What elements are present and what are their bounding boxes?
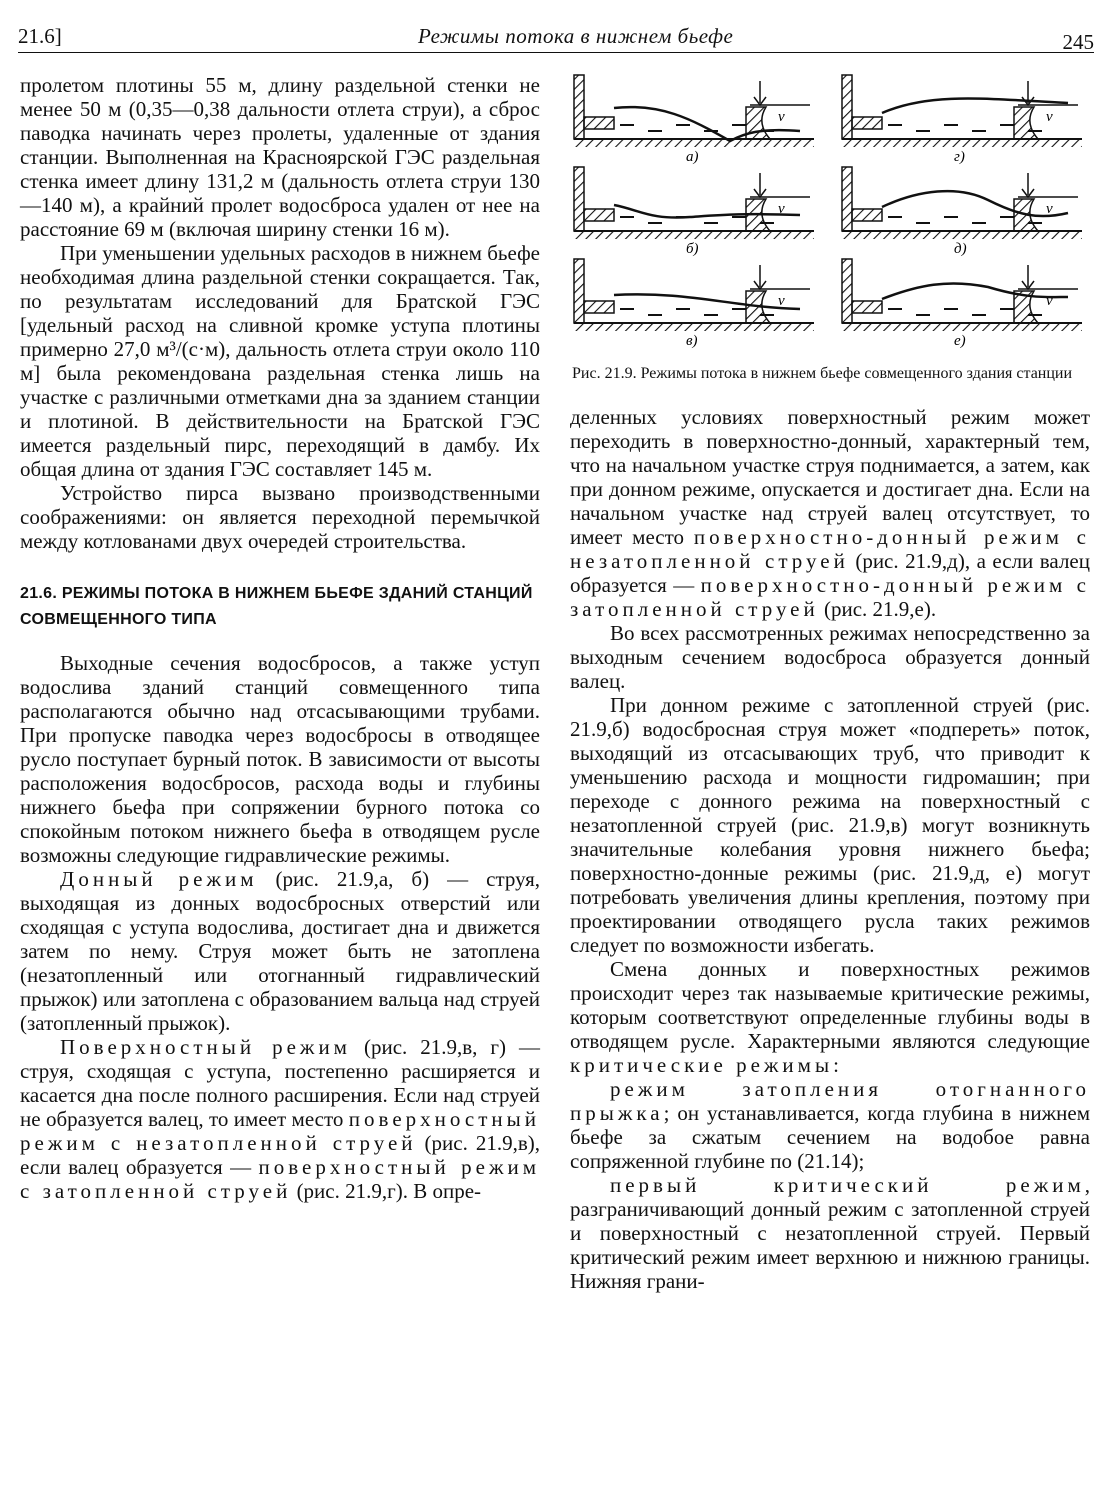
bottom-hatching [574,231,814,239]
outlet-block [852,301,882,313]
velocity-label: v [778,293,785,309]
outlet-block [584,209,614,221]
flow-surface [614,107,800,141]
paragraph: При уменьшении удельных расходов в нижнем бьефе необходимая длина раздельной стенки сокращается. Так, по результатам исследований для Братской ГЭС [удельный расход на сливной кромке уступа плотины примерно 27,0 м³/(с·м), дальность отлета струи около 110 м] была рекомендована раздельная стенка лишь на участке с различными отметками дна за зданием станции и плотиной. В действительности на Братской ГЭС имеется раздельный пирс, переходящий в дамбу. Их общая длина от здания ГЭС составляет 145 м. [20,241,540,481]
outlet-block [584,117,614,129]
regime-panel [842,167,1082,257]
regime-panel [842,75,1082,165]
flow-surface [882,191,1068,216]
term: поверхностный режим с затопленной струей [20,1155,540,1203]
term: поверхностно-донный режим с затопленной струей [570,573,1090,621]
term: поверхностный режим с незатопленной струей [20,1107,540,1155]
bottom-hatching [574,323,814,331]
paragraph [570,957,1090,1077]
paragraph: При донном режиме с затопленной струей (рис. 21.9,б) водосбросная струя может «подпереть» поток, выходящий из отсасывающих труб, что приводит к уменьшению расхода и мощности гидромашин; при переходе с донного режима на поверхностный с незатопленной струей (рис. 21.9,в) могут возникнуть значительные колебания уровня нижнего бьефа; поверхностно-донные режимы (рис. 21.9,д, е) могут потребовать увеличения длины крепления, поэтому при проектировании отводящего русла таких режимов следует по возможности избегать. [570,693,1090,957]
paragraph [570,1173,1090,1293]
paragraph-text: (рис. 21.9,д), а если валец образуется — [570,549,1090,597]
running-title: Режимы потока в нижнем бьефе [418,24,734,48]
velocity-label: v [1046,109,1053,125]
outlet-block [852,117,882,129]
paragraph: пролетом плотины 55 м, длину раздельной стенки не менее 50 м (0,35—0,38 дальности отлета струи), а сброс паводка начинать через пролеты, удаленные от здания станции. Выполненная на Красноярской ГЭС раздельная стенка имеет длину 131,2 м (дальность отлета струи 130—140 м), а крайний пролет водосброса удален от нее на расстояние 69 м (включая ширину стенки 16 м). [20,73,540,241]
flow-surface [882,283,1068,299]
regime-panel [574,167,814,257]
panel-label: е) [954,333,966,349]
flow-surface [614,205,800,218]
outlet-block [584,301,614,313]
paragraph-text: : [833,1053,839,1077]
page-number: 245 [1062,30,1094,54]
outlet-block [852,209,882,221]
diagram-panels [574,75,1082,349]
term: первый критический режим [610,1173,1085,1197]
velocity-label: v [1046,293,1053,309]
paragraph-text: (рис. 21.9,е). [818,597,937,621]
bottom-hatching [842,231,1082,239]
regime-panel [574,75,814,165]
term: Поверхностный режим [60,1035,351,1059]
paragraph-text: (рис. 21.9,г). В опре- [291,1179,482,1203]
figure-21-9 [570,73,1090,358]
term: критические режимы [570,1053,834,1077]
flow-surface [882,99,1068,113]
paragraph [20,867,540,1035]
dam-wall [574,75,584,139]
paragraph [570,1077,1090,1173]
paragraph-text: ; он устанавливается, когда глубина в нижнем бьефе за сжатым сечением на водобое равна сопряженной глубине по (21.14); [570,1101,1090,1173]
panel-label: г) [954,149,965,165]
figure-caption: Рис. 21.9. Режимы потока в нижнем бьефе совмещенного здания станции [572,365,1073,382]
flow-regimes-diagram [570,73,1090,353]
velocity-profile [746,107,770,139]
paragraph: Устройство пирса вызвано производственными соображениями: он является переходной перемычкой между котлованами двух очередей строительства. [20,481,540,553]
paragraph: Выходные сечения водосбросов, а также уступ водослива зданий станций совмещенного типа располагаются обычно над отсасывающими трубами. При пропуске паводка через водосбросы в отводящее русло поступает бурный поток. В зависимости от высоты расположения водосбросов, расхода воды и глубины нижнего бьефа при сопряжении бурного потока со спокойным потоком нижнего бьефа в отводящем русле возможны следующие гидравлические режимы. [20,651,540,867]
panel-label: в) [686,333,698,349]
dam-wall [842,259,852,323]
running-header [18,16,1094,53]
left-column [20,73,540,1203]
term: Донный режим [60,867,258,891]
right-column [570,73,1090,1293]
paragraph [20,1035,540,1203]
term: режим затопления отогнанного прыжка [570,1077,1090,1125]
section-number: 21.6] [18,24,62,48]
panel-label: б) [686,241,699,257]
term: поверхностно-донный режим с незатопленной струей [570,525,1091,573]
panel-label: а) [686,149,699,165]
bottom-hatching [574,139,814,147]
panel-label: д) [954,241,967,257]
section-heading: 21.6. РЕЖИМЫ ПОТОКА В НИЖНЕМ БЬЕФЕ ЗДАНИЙ СТАНЦИЙ СОВМЕЩЕННОГО ТИПА [20,585,533,628]
velocity-profile [1014,107,1038,139]
dam-wall [574,167,584,231]
bottom-hatching [842,139,1082,147]
flow-surface [614,294,800,309]
velocity-label: v [1046,201,1053,217]
paragraph: Во всех рассмотренных режимах непосредственно за выходным сечением водосброса образуется донный валец. [570,621,1090,693]
paragraph-text: , разграничивающий донный режим с затопленной струей и поверхностный с незатопленной струей. Первый критический режим имеет верхнюю и нижнюю границы. Нижняя грани- [570,1173,1090,1293]
bottom-hatching [842,323,1082,331]
paragraph-text: (рис. 21.9,а, б) — струя, выходящая из донных водосбросных отверстий или сходящая с уступа водослива, достигает дна и движется затем по нему. Струя может быть не затоплена (незатопленный или отогнанный гидравлический прыжок) или затоплена с образованием вальца над струей (затопленный прыжок). [20,867,540,1035]
paragraph-text: деленных условиях поверхностный режим может переходить в поверхностно-донный, характерный тем, что на начальном участке струя поднимается, а затем, как при донном режиме, опускается и достигает дна. Если на начальном участке над струей валец отсутствует, то имеет место [570,405,1090,549]
dam-wall [574,259,584,323]
paragraph [570,405,1090,621]
regime-panel [842,259,1082,349]
paragraph-text: (рис. 21.9,в), если валец образуется — [20,1131,540,1179]
dam-wall [842,167,852,231]
paragraph-text: Смена донных и поверхностных режимов происходит через так называемые критические режимы, которым соответствуют определенные глубины воды в отводящем русле. Характерными являются следующие [570,957,1090,1053]
velocity-label: v [778,201,785,217]
regime-panel [574,259,814,349]
paragraph-text: (рис. 21.9,в, г) — струя, сходящая с уступа, постепенно расширяется и касается дна после полного расширения. Если над струей не образуется валец, то имеет место [20,1035,541,1131]
velocity-label: v [778,109,785,125]
dam-wall [842,75,852,139]
